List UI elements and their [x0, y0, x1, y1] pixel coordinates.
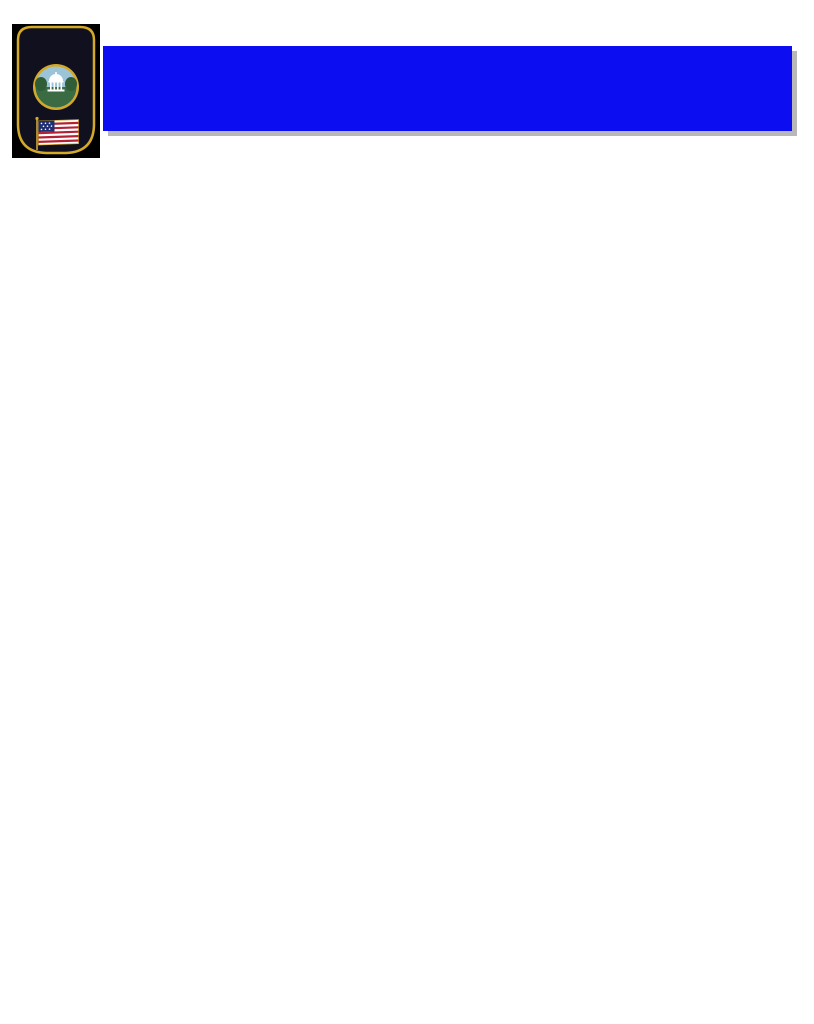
police-patch-logo — [12, 24, 100, 158]
patch-seal — [33, 64, 79, 110]
department-banner — [103, 46, 792, 131]
police-patch-graphic — [12, 24, 100, 158]
